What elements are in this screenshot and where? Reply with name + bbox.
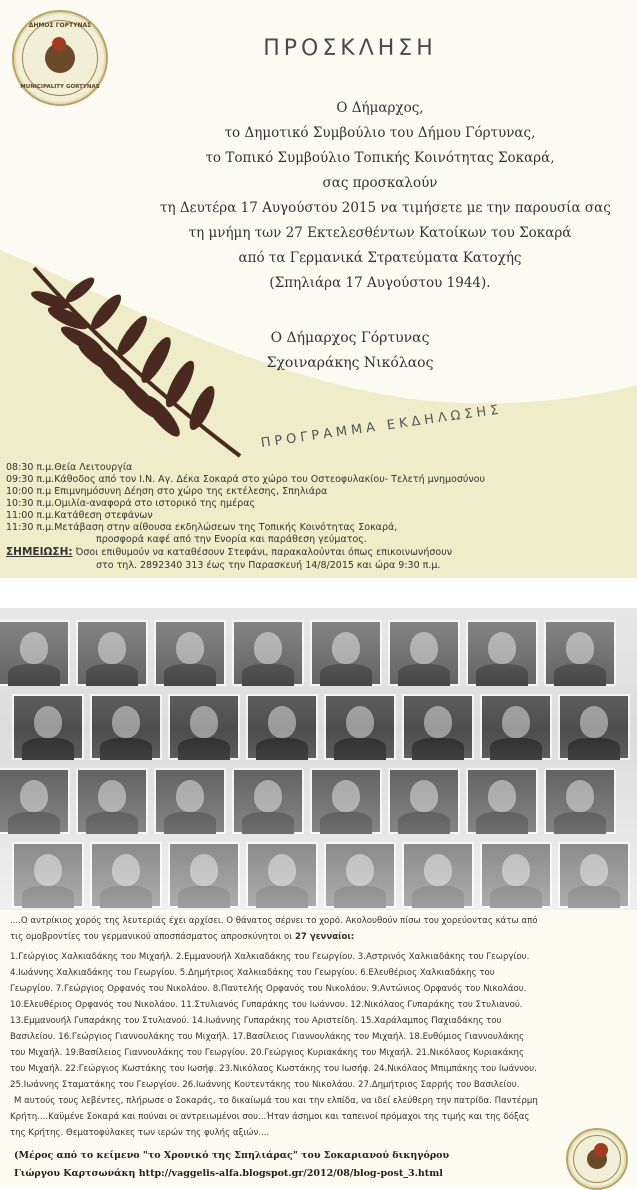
closing-text: Μ αυτούς τους λεβέντες, πλήρωσε ο Σοκαράς, το δικαίωμά του και την ελπίδα, να ιδεί ελεύθερη την πατρίδα. Παντέρμη [14, 1096, 538, 1106]
program-item: 10:00 π.μ Επιμνημόσυνη Δέηση στο χώρο της εκτέλεσης, Σπηλιάρα [6, 486, 328, 497]
memorial-intro-bold: 27 γενναίοι: [294, 932, 355, 942]
victims-photo-collage [0, 608, 637, 910]
olive-branch-icon [20, 260, 250, 460]
invitation-line: το Τοπικό Συμβούλιο Τοπικής Κοινότητας Σοκαρά, [205, 150, 555, 166]
invitation-line: (Σπηλιάρα 17 Αυγούστου 1944). [269, 275, 491, 291]
program-item: 11:00 π.μ.Κατάθεση στεφάνων [6, 510, 153, 521]
program-item: 10:30 π.μ.Ομιλία-αναφορά στο ιστορικό της ημέρας [6, 498, 256, 509]
victim-names-line: 13.Εμμανουήλ Γυπαράκης του Στυλιανού. 14.Ιωάννης Γυπαράκης του Αριστείδη. 15.Χαράλαμπος Παχιαδάκης του [10, 1016, 502, 1026]
invitation-panel [0, 0, 637, 578]
victim-names-line: 4.Ιωάννης Χαλκιαδάκης του Γεωργίου. 5.Δημήτριος Χαλκιαδάκης του Γεωργίου. 6.Ελευθέριος Χαλκιαδάκης του [10, 968, 495, 978]
memorial-text-panel [0, 910, 637, 1187]
source-citation: Γιώργου Καρτσωνάκη http://vaggelis-alfa.blogspot.gr/2012/08/blog-post_3.html [14, 1168, 443, 1179]
program-item: προσφορά καφέ από την Ενορία και παράθεση γεύματος. [96, 534, 367, 545]
signature-role: Ο Δήμαρχος Γόρτυνας [270, 330, 430, 346]
memorial-intro: ....Ο αντρίκιος χορός της λευτεριάς έχει αρχίσει. Ο θάνατος σέρνει το χορό. Ακολουθούν πίσω του χορεύοντας κάτω από [10, 916, 538, 926]
memorial-intro [10, 932, 354, 942]
seal-figure-icon [45, 43, 75, 73]
page-title: ΠΡΟΣΚΛΗΣΗ [263, 36, 437, 61]
municipality-seal-top [12, 10, 108, 106]
invitation-line: τη μνήμη των 27 Εκτελεσθέντων Κατοίκων του Σοκαρά [188, 225, 572, 241]
invitation-line: το Δημοτικό Συμβούλιο του Δήμου Γόρτυνας, [224, 125, 536, 141]
note-contact: στο τηλ. 2892340 313 έως την Παρασκευή 14/8/2015 και ώρα 9:30 π.μ. [96, 560, 441, 571]
seal-figure-icon [587, 1149, 607, 1169]
invitation-line: από τα Γερμανικά Στρατεύματα Κατοχής [238, 250, 522, 266]
seal-text-top: ΔΗΜΟΣ ΓΟΡΤΥΝΑΣ [28, 22, 92, 29]
victim-names-line: Γεωργίου. 7.Γεώργιος Ορφανός του Νικολάου. 8.Παντελής Ορφανός του Νικολάου. 9.Αντώνιος Ορφανός του Νικολάου. [10, 984, 527, 994]
memorial-intro-text: τις ομοβροντίες του γερμανικού αποσπάσματος απροσκύνητοι οι [10, 932, 295, 942]
victim-names-line: 25.Ιωάννης Σταματάκης του Γεωργίου. 26.Ιωάννης Κουτεντάκης του Νικολάου. 27.Δημήτριος Σαρρής του Βασιλείου. [10, 1080, 520, 1090]
program-item: 08:30 π.μ.Θεία Λειτουργία [6, 462, 133, 473]
program-item: 11:30 π.μ.Μετάβαση στην αίθουσα εκδηλώσεων της Τοπικής Κοινότητας Σοκαρά, [6, 522, 398, 533]
signature-name: Σχοιναράκης Νικόλαος [266, 355, 434, 371]
municipality-seal-bottom [566, 1128, 628, 1190]
seal-text-bottom: MUNICIPALITY GORTYNAS [20, 84, 100, 90]
note-label: ΣΗΜΕΙΩΣΗ: [6, 546, 73, 558]
victim-names-line: Βασιλείου. 16.Γεώργιος Γιαννουλάκης του Μιχαήλ. 17.Βασίλειος Γιαννουλάκης του Μιχαήλ. 18.Ευθύμιος Γιαννουλάκης [10, 1032, 525, 1042]
invitation-line: τη Δευτέρα 17 Αυγούστου 2015 να τιμήσετε με την παρουσία σας [160, 200, 611, 216]
closing-text: της Κρήτης. Θεματοφύλακες των ιερών της φυλής αξιών.... [10, 1128, 270, 1138]
note [6, 546, 452, 558]
divider [0, 578, 637, 608]
invitation-line: σας προσκαλούν [322, 175, 438, 191]
victim-names-line: του Μιχαήλ. 19.Βασίλειος Γιαννουλάκης του Γεωργίου. 20.Γεώργιος Κυριακάκης του Μιχαήλ. 21.Νικόλαος Κυριακάκης [10, 1048, 525, 1058]
program-item: 09:30 π.μ.Κάθοδος από τον Ι.Ν. Αγ. Δέκα Σοκαρά στο χώρο του Οστεοφυλακίου- Τελετή μνημοσύνου [6, 474, 485, 485]
invitation-line: Ο Δήμαρχος, [336, 100, 424, 116]
program-title: ΠΡΟΓΡΑΜΜΑ ΕΚΔΗΛΩΣΗΣ [259, 402, 504, 451]
photo-fade-overlay [0, 608, 637, 910]
note-text: Όσοι επιθυμούν να καταθέσουν Στεφάνι, παρακαλούνται όπως επικοινωνήσουν [72, 547, 453, 558]
victim-names-line: 1.Γεώργιος Χαλκιαδάκης του Μιχαήλ. 2.Εμμανουήλ Χαλκιαδάκης του Γεωργίου. 3.Αστρινός Χαλκιαδάκης του Γεωργίου. [10, 952, 530, 962]
victim-names-line: 10.Ελευθέριος Ορφανός του Νικολάου. 11.Στυλιανός Γυπαράκης του Ιωάννου. 12.Νικόλαος Γυπαράκης του Στυλιανού. [10, 1000, 523, 1010]
closing-text: Κρήτη....Καϋμένε Σοκαρά και πούναι οι αντρειωμένοι σου...Ήταν άσημοι και ταπεινοί πρόμαχοι της τιμής και της δόξας [10, 1112, 530, 1122]
victim-names-line: του Μιχαήλ. 22.Γεώργιος Κωστάκης του Ιωσήφ. 23.Νικόλαος Κωστάκης του Ιωσήφ. 24.Νικόλαος Μπιμπάκης του Ιωάννου. [10, 1064, 537, 1074]
source-citation: (Μέρος από το κείμενο "το Χρονικό της Σπηλιάρας" του Σοκαριανού δικηγόρου [14, 1150, 450, 1161]
